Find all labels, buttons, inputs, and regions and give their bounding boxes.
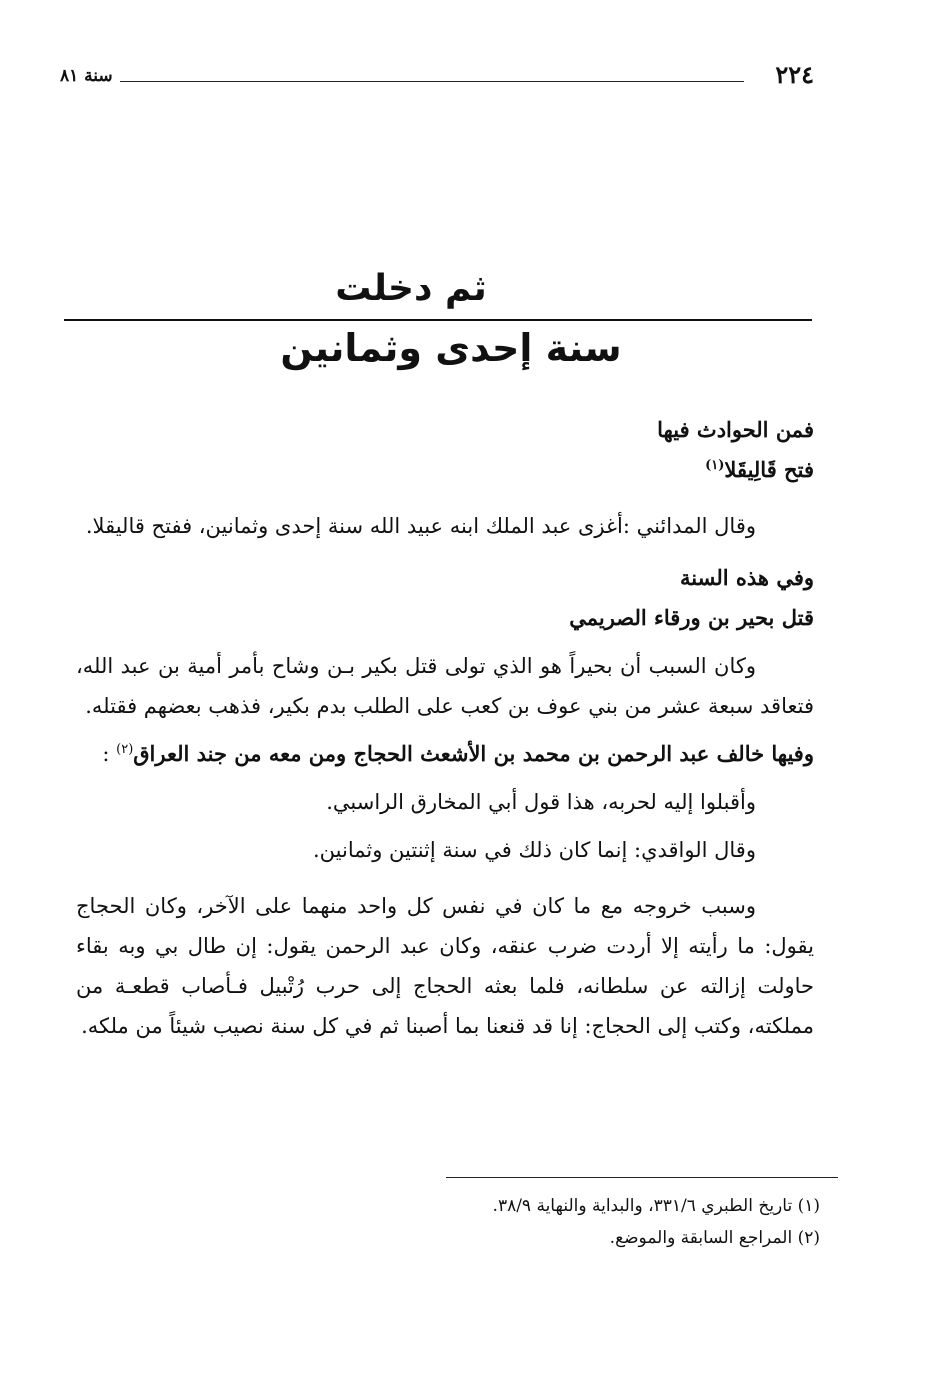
footnote-ref-2[interactable]: (٢) bbox=[116, 742, 134, 757]
footnote-2: (٢) المراجع السابقة والموضع. bbox=[609, 1228, 820, 1248]
header-rule bbox=[120, 81, 744, 82]
page-number: ٢٢٤ bbox=[775, 60, 814, 89]
paragraph: وأقبلوا إليه لحربه، هذا قول أبي المخارق الراسبي. bbox=[326, 790, 756, 814]
subheading-killing: قتل بحير بن ورقاء الصريمي bbox=[569, 605, 814, 630]
chapter-title-line1: ثم دخلت bbox=[335, 268, 487, 309]
paragraph: وقال الواقدي: إنما كان ذلك في سنة إثنتين وثمانين. bbox=[313, 838, 756, 862]
section-heading: وفي هذه السنة bbox=[680, 565, 814, 590]
title-rule bbox=[64, 319, 812, 321]
paragraph: وسبب خروجه مع ما كان في نفس كل واحد منهما على الآخر، وكان الحجاج يقول: ما رأيته إلا أردت ضرب عنقه، وكان عبد الرحمن يقول: إن طال بي وبه بقاء حاولت إزالته عن سلطانه، فلما بعثه الحجاج إلى حرب رُتْبيل فـأصاب قطعـة من مملكته، وكتب إلى الحجاج: إنا قد قنعنا بما أصبنا ثم في كل سنة نصيب شيئاً من ملكه. bbox=[76, 894, 814, 1038]
page-header bbox=[60, 60, 814, 90]
paragraph-rebellion bbox=[76, 734, 814, 774]
footnote-1: (١) تاريخ الطبري ٣٣١/٦، والبداية والنهاية ٣٨/٩. bbox=[492, 1196, 820, 1216]
paragraph: وقال المدائني :أغزى عبد الملك ابنه عبيد الله سنة إحدى وثمانين، ففتح قاليقلا. bbox=[85, 514, 756, 538]
subheading-conquest bbox=[76, 450, 814, 490]
running-head: سنة ٨١ bbox=[60, 66, 113, 86]
subheading-text: فتح قَالِيقَلا bbox=[724, 457, 814, 482]
chapter-title-line2: سنة إحدى وثمانين bbox=[280, 326, 622, 370]
section-heading: فمن الحوادث فيها bbox=[657, 417, 814, 442]
footnotes bbox=[300, 1190, 820, 1254]
main-text bbox=[76, 410, 814, 1046]
footnote-rule bbox=[446, 1177, 838, 1178]
rebellion-heading: وفيها خالف عبد الرحمن بن محمد بن الأشعث الحجاج ومن معه من جند العراق bbox=[133, 741, 814, 766]
footnote-ref-1[interactable]: (١) bbox=[705, 458, 725, 473]
colon: : bbox=[102, 742, 110, 766]
paragraph: وكان السبب أن بحيراً هو الذي تولى قتل بكير بـن وشاح بأمر أمية بن عبد الله، فتعاقد سبعة عشر من بني عوف بن كعب على الطلب بدم بكير، فذهب بعضهم فقتله. bbox=[76, 654, 814, 718]
